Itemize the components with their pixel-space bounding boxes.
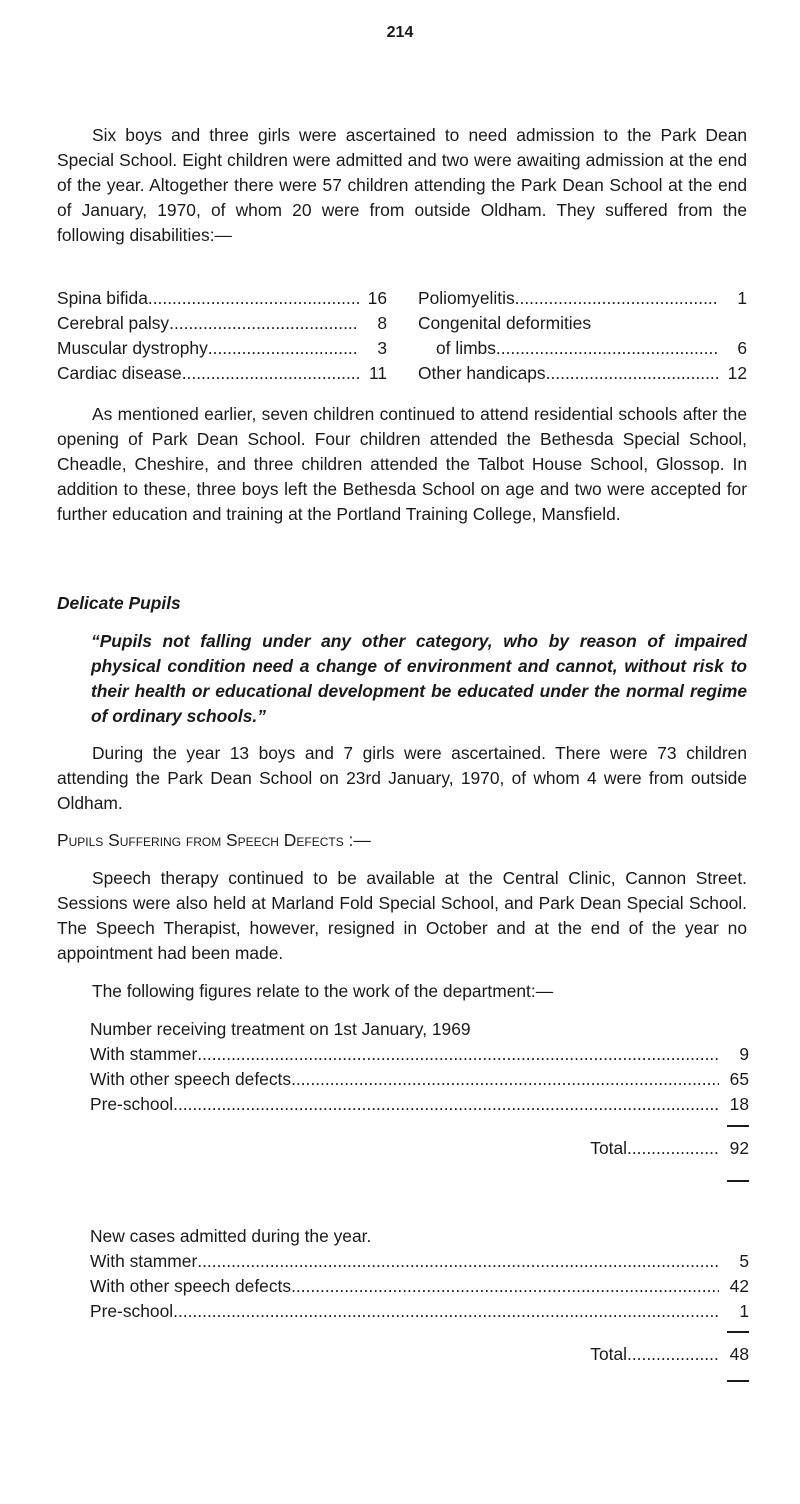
delicate-quote: “Pupils not falling under any other category, who by reason of impaired physical condition need a change of environment and cannot, without risk to their health or educational development be educated under the normal regime of ordinary schools.” bbox=[91, 631, 747, 726]
row-label: Pre-school bbox=[90, 1301, 174, 1321]
row-count: 42 bbox=[729, 1276, 749, 1296]
row-label: With other speech defects bbox=[90, 1276, 292, 1296]
total-rule-bottom bbox=[727, 1380, 749, 1382]
disability-row bbox=[57, 286, 387, 311]
receiving-total-block bbox=[90, 1136, 749, 1161]
receiving-title: Number receiving treatment on 1st January, 1969 bbox=[90, 1019, 471, 1039]
total-rule-top bbox=[727, 1125, 749, 1127]
disability-count: 12 bbox=[727, 363, 747, 383]
disabilities-right-column bbox=[418, 286, 747, 386]
total-rule-top bbox=[727, 1331, 749, 1333]
disability-count: 8 bbox=[377, 313, 387, 333]
total-value: 48 bbox=[729, 1344, 749, 1364]
disability-row bbox=[418, 311, 747, 336]
delicate-heading: Delicate Pupils bbox=[57, 593, 181, 613]
disability-label: of limbs bbox=[436, 338, 496, 358]
total-rule-bottom bbox=[727, 1180, 749, 1182]
delicate-paragraph: During the year 13 boys and 7 girls were ascertained. There were 73 children attending the Park Dean School on 23rd January, 1970, of whom 4 were from outside Oldham. bbox=[57, 743, 747, 813]
speech-heading-block bbox=[57, 828, 747, 853]
disability-count: 6 bbox=[737, 338, 747, 358]
page-number: 214 bbox=[386, 24, 414, 41]
disability-count: 16 bbox=[367, 288, 387, 308]
disability-row bbox=[57, 336, 387, 361]
disability-label: Cardiac disease bbox=[57, 363, 182, 383]
row-count: 5 bbox=[739, 1251, 749, 1271]
row-count: 9 bbox=[739, 1044, 749, 1064]
row-count: 18 bbox=[729, 1094, 749, 1114]
row-count: 1 bbox=[739, 1301, 749, 1321]
new-cases-total-block bbox=[90, 1342, 749, 1367]
intro-section bbox=[57, 123, 747, 248]
receiving-treatment-table bbox=[90, 1017, 749, 1117]
row-label: With stammer bbox=[90, 1044, 198, 1064]
row-label: With stammer bbox=[90, 1251, 198, 1271]
total-label: Total bbox=[590, 1344, 627, 1364]
residential-section bbox=[57, 402, 747, 527]
total-value: 92 bbox=[729, 1138, 749, 1158]
table-row bbox=[90, 1067, 749, 1092]
table-row bbox=[90, 1042, 749, 1067]
disability-label: Spina bifida bbox=[57, 288, 148, 308]
delicate-heading-block bbox=[57, 591, 747, 616]
disability-label: Muscular dystrophy bbox=[57, 338, 208, 358]
intro-paragraph: Six boys and three girls were ascertained to need admission to the Park Dean Special School. Eight children were admitted and two were awaiting admission at the end of the year. Altogether there were 57 children attending the Park Dean School at the end of January, 1970, of whom 20 were from outside Oldham. They suffered from the following disabilities:— bbox=[57, 125, 747, 245]
new-cases-title: New cases admitted during the year. bbox=[90, 1226, 372, 1246]
disability-count: 3 bbox=[377, 338, 387, 358]
disability-row bbox=[57, 311, 387, 336]
disability-row bbox=[418, 336, 747, 361]
disability-label: Poliomyelitis bbox=[418, 288, 515, 308]
disability-row bbox=[418, 361, 747, 386]
total-row bbox=[90, 1136, 749, 1161]
disability-row bbox=[57, 361, 387, 386]
table-row bbox=[90, 1249, 749, 1274]
row-label: Pre-school bbox=[90, 1094, 174, 1114]
total-label: Total bbox=[590, 1138, 627, 1158]
row-count: 65 bbox=[729, 1069, 749, 1089]
disability-label: Other handicaps bbox=[418, 363, 546, 383]
residential-paragraph: As mentioned earlier, seven children continued to attend residential schools after the opening of Park Dean School. Four children attended the Bethesda Special School, Cheadle, Cheshire, and three children attended the Talbot House School, Glossop. In addition to these, three boys left the Bethesda School on age and two were accepted for further education and training at the Portland Training College, Mansfield. bbox=[57, 404, 747, 524]
speech-heading: Pupils Suffering from Speech Defects :— bbox=[57, 830, 371, 850]
row-label: With other speech defects bbox=[90, 1069, 292, 1089]
table-row bbox=[90, 1299, 749, 1324]
table-row bbox=[90, 1274, 749, 1299]
disability-count: 11 bbox=[368, 363, 387, 383]
disabilities-list bbox=[57, 286, 747, 386]
speech-section bbox=[57, 866, 747, 966]
figures-intro: The following figures relate to the work of the department:— bbox=[92, 981, 554, 1001]
delicate-section bbox=[57, 741, 747, 816]
disability-row bbox=[418, 286, 747, 311]
delicate-quote-block bbox=[57, 629, 747, 729]
speech-paragraph: Speech therapy continued to be available at the Central Clinic, Cannon Street. Sessions were also held at Marland Fold Special School, and Park Dean Special School. The Speech Therapist, however, resigned in October and at the end of the year no appointment had been made. bbox=[57, 868, 747, 963]
new-cases-table bbox=[90, 1224, 749, 1324]
disability-label: Cerebral palsy bbox=[57, 313, 170, 333]
table-row bbox=[90, 1092, 749, 1117]
disability-label: Congenital deformities bbox=[418, 313, 592, 333]
figures-intro-block bbox=[57, 979, 747, 1004]
disabilities-left-column bbox=[57, 286, 387, 386]
total-row bbox=[90, 1342, 749, 1367]
disability-count: 1 bbox=[737, 288, 747, 308]
